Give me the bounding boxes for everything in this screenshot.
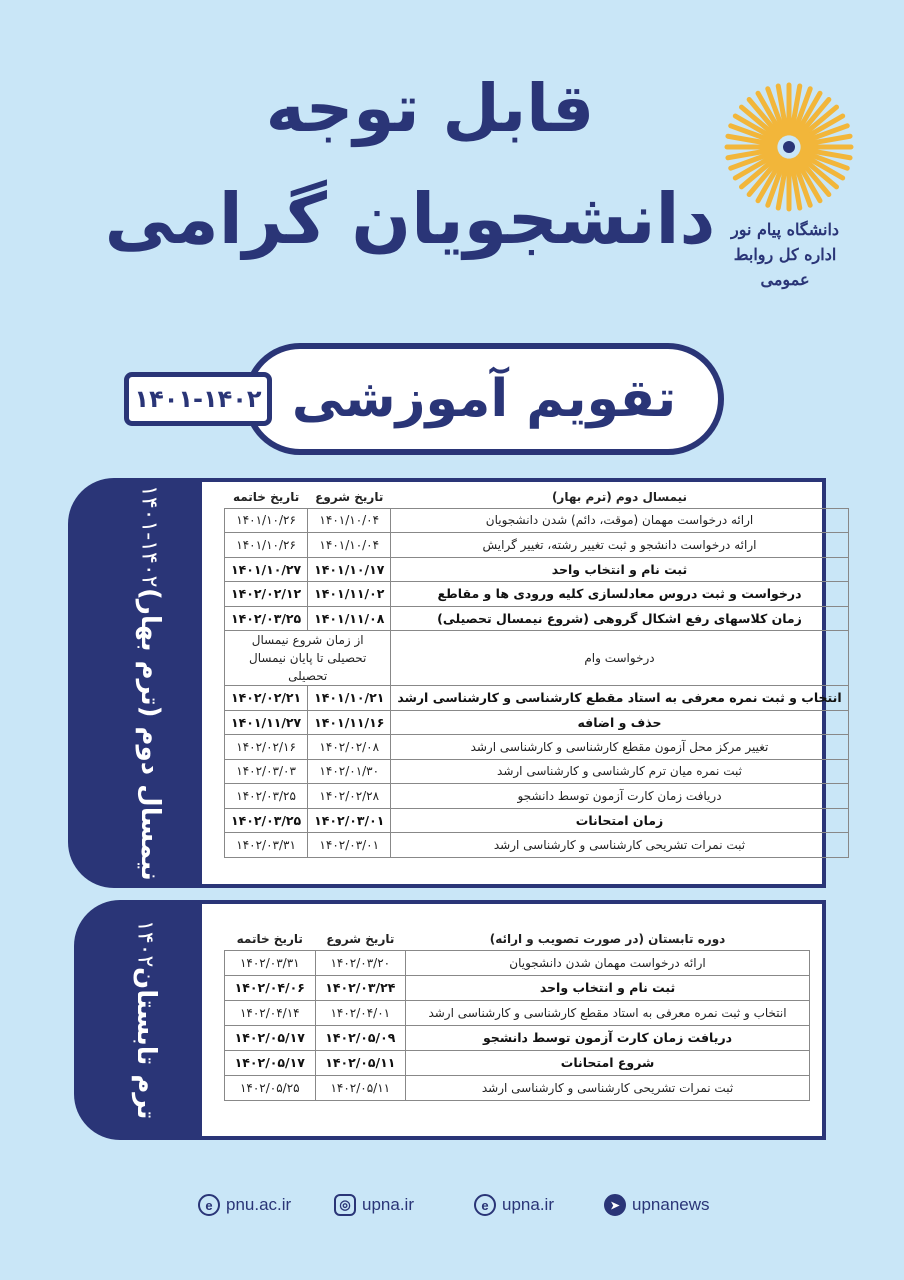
logo-department-name: اداره کل روابط عمومی — [733, 244, 837, 289]
spring-header-end: تاریخ خاتمه — [232, 489, 300, 504]
activity-cell: ارائه درخواست مهمان شدن دانشجویان — [406, 950, 810, 975]
end-date-cell: ۱۴۰۲/۰۳/۳۱ — [225, 833, 308, 858]
start-date-cell: ۱۴۰۲/۰۳/۰۱ — [308, 833, 391, 858]
end-date-cell: ۱۴۰۲/۰۲/۲۱ — [225, 686, 308, 711]
spring-header-start: تاریخ شروع — [315, 489, 384, 504]
activity-cell: ثبت نمرات تشریحی کارشناسی و کارشناسی ارشد — [391, 833, 848, 858]
end-date-cell: ۱۴۰۲/۰۳/۲۵ — [225, 606, 308, 631]
calendar-title-pill: تقویم آموزشی — [244, 343, 724, 455]
activity-cell: زمان کلاسهای رفع اشکال گروهی (شروع نیمسال تحصیلی) — [391, 606, 848, 631]
end-date-cell: ۱۴۰۲/۰۵/۱۷ — [225, 1025, 316, 1050]
activity-cell: ثبت نمرات تشریحی کارشناسی و کارشناسی ارشد — [406, 1075, 810, 1100]
activity-cell: ثبت نمره میان ترم کارشناسی و کارشناسی ارشد — [391, 759, 848, 784]
footer-link-instagram[interactable] — [334, 1194, 414, 1216]
table-row — [225, 950, 810, 975]
merged-date-cell: از زمان شروع نیمسال تحصیلی تا پایان نیمسال تحصیلی — [225, 631, 391, 686]
activity-cell: حذف و اضافه — [391, 710, 848, 735]
table-row — [225, 1050, 810, 1075]
spring-header-row — [225, 486, 849, 508]
start-date-cell: ۱۴۰۲/۰۲/۲۸ — [308, 784, 391, 809]
footer-text: upnanews — [632, 1195, 710, 1214]
end-date-cell: ۱۴۰۲/۰۲/۱۶ — [225, 735, 308, 760]
spring-section-label — [118, 485, 180, 881]
end-date-cell: ۱۴۰۲/۰۵/۱۷ — [225, 1050, 316, 1075]
start-date-cell: ۱۴۰۲/۰۳/۲۰ — [315, 950, 406, 975]
footer-link-website[interactable] — [474, 1194, 554, 1216]
table-row — [225, 557, 849, 582]
activity-cell: درخواست و ثبت دروس معادلسازی کلیه ورودی ها و مقاطع — [391, 582, 848, 607]
table-row — [225, 686, 849, 711]
table-row — [225, 735, 849, 760]
calendar-years-box: ۱۴۰۱-۱۴۰۲ — [124, 372, 272, 426]
spring-label-years: ۱۴۰۱-۱۴۰۲ — [136, 485, 162, 588]
end-date-cell: ۱۴۰۲/۰۴/۰۶ — [225, 975, 316, 1000]
end-date-cell: ۱۴۰۲/۰۳/۳۱ — [225, 950, 316, 975]
end-date-cell: ۱۴۰۱/۱۱/۲۷ — [225, 710, 308, 735]
summer-header-row — [225, 928, 810, 950]
table-row — [225, 582, 849, 607]
start-date-cell: ۱۴۰۱/۱۰/۰۴ — [308, 533, 391, 558]
start-date-cell: ۱۴۰۱/۱۱/۰۲ — [308, 582, 391, 607]
start-date-cell: ۱۴۰۱/۱۰/۱۷ — [308, 557, 391, 582]
summer-header-name: دوره تابستان (در صورت تصویب و ارائه) — [489, 931, 726, 946]
table-row — [225, 533, 849, 558]
spring-header-name: نیمسال دوم (ترم بهار) — [551, 489, 688, 504]
summer-header-start: تاریخ شروع — [326, 931, 395, 946]
activity-cell: انتخاب و ثبت نمره معرفی به استاد مقطع کارشناسی و کارشناسی ارشد — [391, 686, 848, 711]
start-date-cell: ۱۴۰۲/۰۵/۰۹ — [315, 1025, 406, 1050]
footer-text: upna.ir — [362, 1195, 414, 1214]
start-date-cell: ۱۴۰۱/۱۱/۰۸ — [308, 606, 391, 631]
summer-table — [224, 928, 810, 1101]
title-line-1: قابل توجه — [265, 70, 595, 147]
table-row — [225, 1025, 810, 1050]
start-date-cell: ۱۴۰۱/۱۰/۲۱ — [308, 686, 391, 711]
table-row — [225, 1000, 810, 1025]
title-line-2: دانشجویان گرامی — [104, 178, 716, 260]
table-row — [225, 759, 849, 784]
table-row — [225, 1075, 810, 1100]
footer-link-pnu[interactable] — [198, 1194, 291, 1216]
table-row — [225, 508, 849, 533]
end-date-cell: ۱۴۰۲/۰۲/۱۲ — [225, 582, 308, 607]
end-date-cell: ۱۴۰۱/۱۰/۲۷ — [225, 557, 308, 582]
activity-cell: ارائه درخواست دانشجو و ثبت تغییر رشته، تغییر گرایش — [391, 533, 848, 558]
start-date-cell: ۱۴۰۲/۰۴/۰۱ — [315, 1000, 406, 1025]
start-date-cell: ۱۴۰۲/۰۳/۰۱ — [308, 808, 391, 833]
table-row — [225, 833, 849, 858]
table-row — [225, 808, 849, 833]
start-date-cell: ۱۴۰۲/۰۲/۰۸ — [308, 735, 391, 760]
table-row — [225, 631, 849, 686]
summer-label-title: ترم تابستان — [130, 966, 161, 1120]
end-date-cell: ۱۴۰۱/۱۰/۲۶ — [225, 508, 308, 533]
end-date-cell: ۱۴۰۱/۱۰/۲۶ — [225, 533, 308, 558]
e-icon: e — [474, 1194, 496, 1216]
start-date-cell: ۱۴۰۲/۰۳/۲۴ — [315, 975, 406, 1000]
activity-cell: ثبت نام و انتخاب واحد — [391, 557, 848, 582]
activity-cell: دریافت زمان کارت آزمون توسط دانشجو — [406, 1025, 810, 1050]
telegram-icon: ➤ — [604, 1194, 626, 1216]
logo-university-name: دانشگاه پیام نور — [730, 220, 840, 239]
activity-cell: زمان امتحانات — [391, 808, 848, 833]
activity-cell: ثبت نام و انتخاب واحد — [406, 975, 810, 1000]
end-date-cell: ۱۴۰۲/۰۴/۱۴ — [225, 1000, 316, 1025]
summer-label-years: ۱۴۰۲ — [132, 919, 158, 967]
table-row — [225, 710, 849, 735]
activity-cell: دریافت زمان کارت آزمون توسط دانشجو — [391, 784, 848, 809]
activity-cell: انتخاب و ثبت نمره معرفی به استاد مقطع کارشناسی و کارشناسی ارشد — [406, 1000, 810, 1025]
activity-cell: درخواست وام — [391, 631, 848, 686]
end-date-cell: ۱۴۰۲/۰۳/۲۵ — [225, 808, 308, 833]
table-row — [225, 975, 810, 1000]
table-row — [225, 606, 849, 631]
end-date-cell: ۱۴۰۲/۰۳/۰۳ — [225, 759, 308, 784]
activity-cell: تغییر مرکز محل آزمون مقطع کارشناسی و کارشناسی ارشد — [391, 735, 848, 760]
start-date-cell: ۱۴۰۱/۱۰/۰۴ — [308, 508, 391, 533]
start-date-cell: ۱۴۰۲/۰۵/۱۱ — [315, 1075, 406, 1100]
activity-cell: شروع امتحانات — [406, 1050, 810, 1075]
spring-table — [224, 486, 849, 858]
start-date-cell: ۱۴۰۲/۰۱/۳۰ — [308, 759, 391, 784]
e-icon: e — [198, 1194, 220, 1216]
instagram-icon: ◎ — [334, 1194, 356, 1216]
end-date-cell: ۱۴۰۲/۰۳/۲۵ — [225, 784, 308, 809]
footer — [0, 1188, 904, 1228]
spring-label-title: نیمسال دوم (ترم بهار) — [134, 587, 165, 881]
summer-section-label — [112, 912, 178, 1127]
summer-header-end: تاریخ خاتمه — [236, 931, 303, 946]
footer-link-telegram[interactable] — [604, 1194, 710, 1216]
start-date-cell: ۱۴۰۱/۱۱/۱۶ — [308, 710, 391, 735]
activity-cell: ارائه درخواست مهمان (موقت، دائم) شدن دانشجویان — [391, 508, 848, 533]
footer-text: pnu.ac.ir — [226, 1195, 292, 1214]
footer-text: upna.ir — [502, 1195, 554, 1214]
end-date-cell: ۱۴۰۲/۰۵/۲۵ — [225, 1075, 316, 1100]
table-row — [225, 784, 849, 809]
start-date-cell: ۱۴۰۲/۰۵/۱۱ — [315, 1050, 406, 1075]
